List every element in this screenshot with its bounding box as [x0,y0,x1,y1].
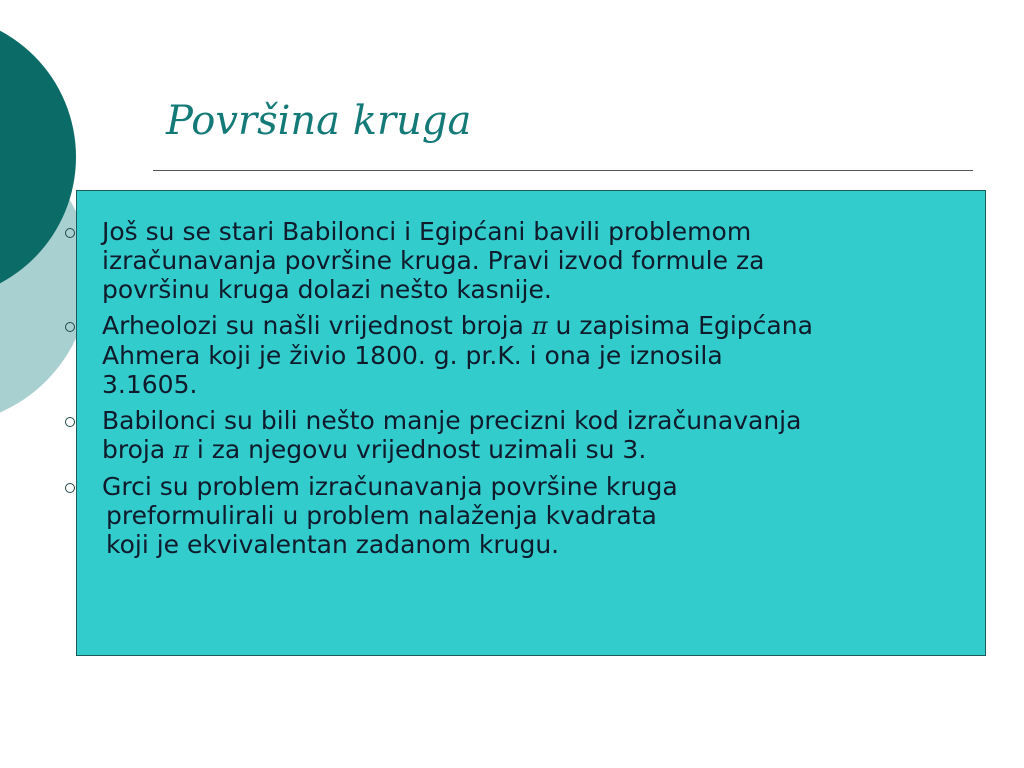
bullet-text: i za njegovu vrijednost uzimali su 3. [188,435,647,464]
bullet-text-line: izračunavanja površine kruga. Pravi izvod formule za [102,246,765,275]
circle-bullet-icon [65,417,75,427]
bullet-text-line [102,435,960,465]
bullet-item [60,217,960,304]
bullet-list [60,217,960,566]
pi-symbol: π [531,312,548,340]
title-divider [153,170,973,171]
bullet-text-line: Ahmera koji je živio 1800. g. pr.K. i ona je iznosila [102,341,723,370]
bullet-text-line: Još su se stari Babilonci i Egipćani bavili problemom [102,217,752,246]
bullet-text: Arheolozi su našli vrijednost broja [102,311,532,340]
bullet-text-line: Babilonci su bili nešto manje precizni kod izračunavanja [102,406,802,435]
bullet-item [60,406,960,465]
circle-bullet-icon [65,228,75,238]
bullet-text-line: preformulirali u problem nalaženja kvadrata [106,501,657,530]
bullet-text: u zapisima Egipćana [547,311,813,340]
bullet-text-line: 3.1605. [102,370,198,399]
bullet-text-line: koji je ekvivalentan zadanom krugu. [106,530,560,559]
bullet-item [60,311,960,399]
pi-symbol: π [173,436,189,464]
bullet-text-line [102,311,960,341]
slide-title: Površina kruga [166,98,472,144]
bullet-item [60,472,960,559]
bullet-text-line: površinu kruga dolazi nešto kasnije. [102,275,552,304]
bullet-text-line: Grci su problem izračunavanja površine kruga [102,472,678,501]
bullet-text: broja [102,435,174,464]
circle-bullet-icon [65,483,75,493]
circle-bullet-icon [65,322,75,332]
